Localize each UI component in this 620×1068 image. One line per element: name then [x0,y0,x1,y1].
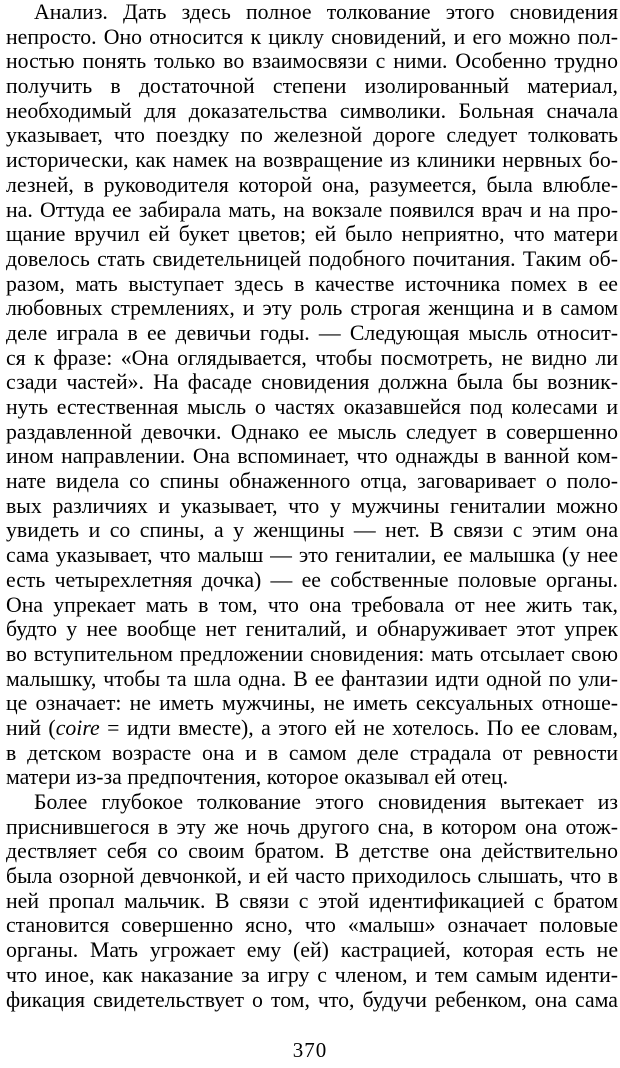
text-line: раздавленной девочки. Однако ее мысль следует в совершенно [6,419,618,444]
text-line: ином направлении. Она вспоминает, что однажды в ванной ком- [6,444,618,469]
text-line: органы. Мать угрожает ему (ей) кастрацией, которая есть не [6,938,618,963]
text-line: матери из-за предпочтения, которое оказывал ей отец. [6,765,509,790]
text-line: ся к фразе: «Она оглядывается, чтобы посмотреть, не видно ли [6,345,618,370]
text-line: щание вручил ей букет цветов; ей было неприятно, что матери [6,222,618,247]
text-line: вых различиях и указывает, что у мужчины гениталии можно [6,493,618,518]
page-number: 370 [292,1038,328,1062]
text-line: любовных стремлениях, и эту роль строгая женщина и в самом [6,296,618,321]
text-line: сзади частей». На фасаде сновидения должна была бы возник- [6,370,618,395]
text-line: Она упрекает мать в том, что она требовала от нее жить так, [6,592,618,617]
text-line: Более глубокое толкование этого сновидения вытекает из [34,790,618,814]
text-line: будто у нее вообще нет гениталий, и обнаруживает этот упрек [6,617,618,642]
text-line: получить в достаточной степени изолированный материал, [6,74,618,99]
text-line: исторически, как намек на возвращение из клиники нервных бо- [6,148,618,173]
text-line: что иное, как наказание за игру с членом, и тем самым иденти- [6,962,618,987]
text-line: есть четырехлетняя дочка) — ее собственные половые органы. [6,567,618,592]
text-line: ний (coire = идти вместе), а этого ей не хотелось. По ее словам, [6,715,618,740]
text-line: становится совершенно ясно, что «малыш» означает половые [6,913,618,938]
text-line: дествляет себя со своим братом. В детстве она действительно [6,839,618,864]
text-line: деле играла в ее девичьи годы. — Следующая мысль относит- [6,320,618,345]
text-line: довелось стать свидетельницей подобного почитания. Таким об- [6,246,618,271]
text-line: непросто. Оно относится к циклу сновидений, и его можно пол- [6,24,618,49]
text-line: Анализ. Дать здесь полное толкование этого сновидения [34,0,618,24]
text-line: разом, мать выступает здесь в качестве источника помех в ее [6,271,618,296]
text-line: увидеть и со спины, а у женщины — нет. В связи с этим она [6,518,618,543]
text-line: была озорной девчонкой, и ей часто приходилось слышать, что в [6,864,618,889]
text-line: на. Оттуда ее забирала мать, на вокзале появился врач и на про- [6,197,618,222]
text-line: фикация свидетельствует о том, что, будучи ребенком, она сама [6,987,618,1012]
text-line: сама указывает, что малыш — это гениталии, ее малышка (у нее [6,543,618,568]
text-line: необходимый для доказательства символики. Больная сначала [6,98,618,123]
text-line: приснившегося в эту же ночь другого сна, в котором она отож- [6,814,618,839]
text-line: в детском возрасте она и в самом деле страдала от ревности [6,740,618,765]
text-line: нуть естественная мысль о частях оказавшейся под колесами и [6,395,618,419]
text-line: ностью понять только во взаимосвязи с ними. Особенно трудно [6,49,618,74]
paragraph-deeper-interpretation [6,790,618,1012]
text-line: ней пропал мальчик. В связи с этой идентификацией с братом [6,888,618,913]
text-line: це означает: не иметь мужчины, не иметь сексуальных отноше- [6,691,618,716]
text-line: во вступительном предложении сновидения: мать отсылает свою [6,641,618,666]
text-line: указывает, что поездку по железной дороге следует толковать [6,123,618,148]
text-line: лезней, в руководителя которой она, разумеется, была влюбле- [6,172,618,197]
text-line: нате видела со спины обнаженного отца, заговаривает о поло- [6,469,618,494]
page-body [6,0,618,1012]
paragraph-analysis [6,0,618,790]
text-line: малышку, чтобы та шла одна. В ее фантазии идти одной по ули- [6,666,618,691]
